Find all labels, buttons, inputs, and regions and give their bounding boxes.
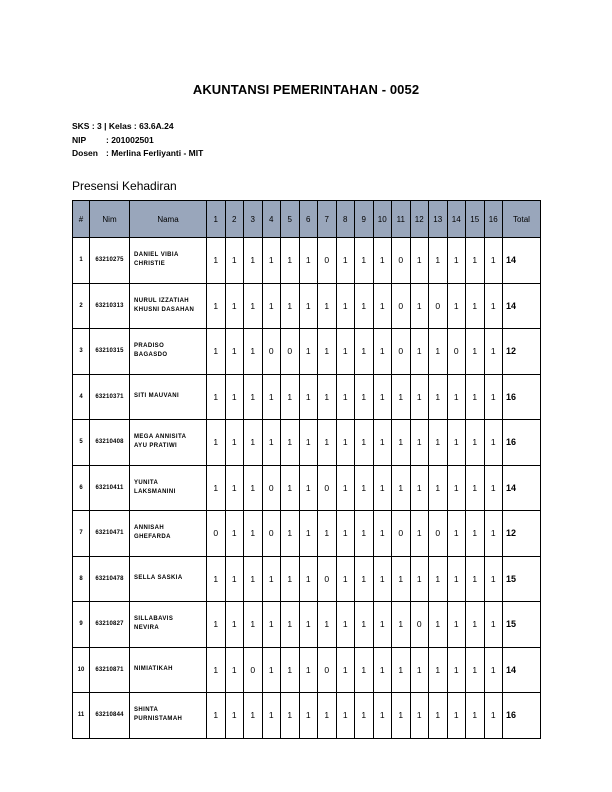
attendance-cell: 1: [336, 556, 355, 602]
nama-line: SILLABAVIS: [134, 616, 174, 623]
nama-cell: [130, 602, 207, 648]
attendance-cell: 1: [373, 647, 392, 693]
attendance-cell: 1: [355, 465, 374, 511]
nama-line: KHUSNI DASAHAN: [134, 306, 195, 313]
attendance-cell: 1: [336, 693, 355, 739]
nama-cell: [130, 420, 207, 466]
attendance-cell: 1: [447, 556, 466, 602]
nim-cell: 63210844: [90, 693, 130, 739]
total-cell: 14: [503, 647, 541, 693]
attendance-cell: 1: [466, 283, 485, 329]
total-cell: 16: [503, 693, 541, 739]
attendance-cell: 1: [429, 556, 448, 602]
attendance-cell: 1: [410, 374, 429, 420]
attendance-cell: 1: [318, 329, 337, 375]
attendance-cell: 1: [336, 238, 355, 284]
column-header: 16: [484, 201, 503, 238]
row-number-cell: 7: [73, 511, 90, 557]
attendance-cell: 1: [281, 511, 300, 557]
attendance-cell: 1: [429, 374, 448, 420]
attendance-cell: 0: [392, 329, 411, 375]
attendance-cell: 0: [392, 511, 411, 557]
attendance-cell: 1: [225, 511, 244, 557]
nama-cell: [130, 511, 207, 557]
table-row: [73, 283, 541, 329]
attendance-cell: 1: [244, 283, 263, 329]
attendance-cell: 0: [318, 238, 337, 284]
nim-cell: 63210275: [90, 238, 130, 284]
attendance-cell: 0: [318, 647, 337, 693]
attendance-cell: 1: [225, 283, 244, 329]
attendance-cell: 1: [281, 374, 300, 420]
nip-line: [72, 134, 203, 148]
attendance-cell: 1: [244, 693, 263, 739]
nama-cell: [130, 374, 207, 420]
nama-line: DANIEL VIBIA: [134, 252, 179, 259]
attendance-cell: 1: [447, 647, 466, 693]
nama-line: GHEFARDA: [134, 534, 171, 541]
attendance-cell: 1: [207, 556, 226, 602]
attendance-cell: 1: [466, 693, 485, 739]
attendance-table: [72, 200, 541, 739]
attendance-cell: 1: [447, 420, 466, 466]
attendance-cell: 1: [373, 283, 392, 329]
attendance-cell: 1: [299, 647, 318, 693]
attendance-cell: 1: [429, 238, 448, 284]
row-number-cell: 4: [73, 374, 90, 420]
table-row: [73, 647, 541, 693]
total-cell: 12: [503, 329, 541, 375]
sks-line: SKS : 3 | Kelas : 63.6A.24: [72, 121, 174, 131]
row-number-cell: 3: [73, 329, 90, 375]
table-row: [73, 329, 541, 375]
column-header: 13: [429, 201, 448, 238]
table-row: [73, 374, 541, 420]
attendance-cell: 1: [373, 556, 392, 602]
nama-line: LAKSMANINI: [134, 488, 176, 495]
nip-label: NIP: [72, 134, 87, 145]
attendance-cell: 1: [281, 647, 300, 693]
attendance-cell: 1: [355, 556, 374, 602]
total-cell: 14: [503, 465, 541, 511]
attendance-cell: 1: [410, 556, 429, 602]
column-header: 6: [299, 201, 318, 238]
row-number-cell: 2: [73, 283, 90, 329]
attendance-cell: 1: [262, 374, 281, 420]
attendance-cell: 1: [336, 374, 355, 420]
attendance-cell: 0: [262, 511, 281, 557]
attendance-cell: 1: [318, 283, 337, 329]
attendance-cell: 1: [484, 602, 503, 648]
attendance-cell: 1: [225, 556, 244, 602]
attendance-cell: 1: [336, 283, 355, 329]
attendance-cell: 1: [207, 420, 226, 466]
attendance-cell: 1: [225, 602, 244, 648]
attendance-cell: 1: [244, 329, 263, 375]
table-row: [73, 238, 541, 284]
attendance-cell: 1: [355, 602, 374, 648]
attendance-cell: 1: [447, 511, 466, 557]
attendance-cell: 1: [225, 420, 244, 466]
attendance-cell: 0: [410, 602, 429, 648]
row-number-cell: 9: [73, 602, 90, 648]
attendance-cell: 1: [410, 329, 429, 375]
attendance-cell: 0: [207, 511, 226, 557]
attendance-cell: 1: [466, 374, 485, 420]
attendance-cell: 0: [262, 465, 281, 511]
attendance-cell: 1: [336, 329, 355, 375]
attendance-cell: 1: [225, 693, 244, 739]
attendance-cell: 1: [318, 602, 337, 648]
attendance-cell: 1: [207, 693, 226, 739]
table-row: [73, 465, 541, 511]
attendance-cell: 1: [373, 238, 392, 284]
nama-line: AYU PRATIWI: [134, 443, 178, 450]
attendance-cell: 1: [429, 465, 448, 511]
attendance-cell: 1: [225, 647, 244, 693]
dosen-line: [72, 147, 203, 161]
column-header: 10: [373, 201, 392, 238]
attendance-cell: 1: [373, 602, 392, 648]
attendance-cell: 1: [207, 329, 226, 375]
attendance-cell: 1: [355, 647, 374, 693]
attendance-cell: 1: [410, 647, 429, 693]
row-number-cell: 8: [73, 556, 90, 602]
table-row: [73, 420, 541, 466]
nama-line: PURNISTAMAH: [134, 716, 183, 723]
attendance-cell: 1: [355, 329, 374, 375]
nama-cell: [130, 465, 207, 511]
attendance-cell: 1: [299, 602, 318, 648]
attendance-cell: 1: [225, 329, 244, 375]
attendance-cell: 1: [484, 647, 503, 693]
attendance-cell: 1: [244, 556, 263, 602]
total-cell: 14: [503, 283, 541, 329]
row-number-cell: 5: [73, 420, 90, 466]
attendance-cell: 1: [244, 511, 263, 557]
attendance-cell: 1: [447, 693, 466, 739]
column-header: 15: [466, 201, 485, 238]
attendance-cell: 1: [392, 647, 411, 693]
total-cell: 15: [503, 602, 541, 648]
attendance-cell: 1: [429, 647, 448, 693]
attendance-cell: 0: [244, 647, 263, 693]
attendance-cell: 1: [484, 465, 503, 511]
nip-value: : 201002501: [106, 134, 154, 145]
attendance-cell: 1: [392, 556, 411, 602]
attendance-cell: 1: [429, 693, 448, 739]
attendance-cell: 1: [466, 511, 485, 557]
attendance-cell: 1: [262, 693, 281, 739]
attendance-cell: 1: [392, 374, 411, 420]
attendance-cell: 0: [262, 329, 281, 375]
attendance-cell: 1: [336, 647, 355, 693]
attendance-cell: 1: [299, 420, 318, 466]
attendance-cell: 1: [244, 238, 263, 284]
attendance-cell: 1: [355, 283, 374, 329]
attendance-cell: 1: [262, 238, 281, 284]
attendance-cell: 1: [281, 238, 300, 284]
attendance-cell: 1: [299, 693, 318, 739]
row-number-cell: 10: [73, 647, 90, 693]
attendance-cell: 1: [318, 420, 337, 466]
attendance-cell: 1: [466, 238, 485, 284]
attendance-cell: 1: [392, 420, 411, 466]
nama-cell: [130, 693, 207, 739]
nama-line: NURUL IZZATIAH: [134, 297, 190, 304]
attendance-cell: 0: [318, 556, 337, 602]
attendance-cell: 1: [447, 283, 466, 329]
column-header: 8: [336, 201, 355, 238]
total-cell: 16: [503, 420, 541, 466]
attendance-cell: 1: [392, 693, 411, 739]
attendance-cell: 1: [207, 374, 226, 420]
attendance-cell: 1: [299, 283, 318, 329]
table-body: [73, 238, 541, 739]
attendance-cell: 0: [318, 465, 337, 511]
attendance-cell: 1: [466, 329, 485, 375]
attendance-cell: 1: [336, 602, 355, 648]
total-cell: 16: [503, 374, 541, 420]
total-cell: 15: [503, 556, 541, 602]
attendance-cell: 1: [484, 283, 503, 329]
nim-cell: 63210871: [90, 647, 130, 693]
nim-cell: 63210827: [90, 602, 130, 648]
attendance-cell: 1: [262, 647, 281, 693]
table-row: [73, 693, 541, 739]
nama-cell: [130, 283, 207, 329]
attendance-cell: 1: [410, 283, 429, 329]
attendance-cell: 1: [447, 374, 466, 420]
attendance-cell: 1: [299, 465, 318, 511]
attendance-cell: 1: [392, 602, 411, 648]
nama-cell: [130, 238, 207, 284]
table-row: [73, 602, 541, 648]
nim-cell: 63210371: [90, 374, 130, 420]
attendance-cell: 0: [429, 511, 448, 557]
attendance-cell: 1: [281, 420, 300, 466]
nim-cell: 63210315: [90, 329, 130, 375]
nama-line: CHRISTIE: [134, 261, 166, 268]
column-header: 11: [392, 201, 411, 238]
attendance-cell: 1: [262, 283, 281, 329]
row-number-cell: 1: [73, 238, 90, 284]
attendance-cell: 1: [262, 556, 281, 602]
attendance-cell: 1: [355, 511, 374, 557]
column-header: Nim: [90, 201, 130, 238]
column-header: 12: [410, 201, 429, 238]
attendance-cell: 1: [207, 465, 226, 511]
nama-cell: [130, 556, 207, 602]
attendance-cell: 1: [410, 238, 429, 284]
attendance-cell: 1: [281, 693, 300, 739]
attendance-cell: 0: [281, 329, 300, 375]
attendance-cell: 1: [410, 465, 429, 511]
attendance-cell: 1: [484, 329, 503, 375]
attendance-cell: 1: [355, 420, 374, 466]
nim-cell: 63210313: [90, 283, 130, 329]
attendance-cell: 1: [207, 238, 226, 284]
attendance-cell: 0: [447, 329, 466, 375]
column-header: 7: [318, 201, 337, 238]
course-meta: [72, 120, 203, 161]
nama-line: SHINTA: [134, 707, 159, 714]
attendance-cell: 1: [281, 556, 300, 602]
attendance-cell: 1: [299, 238, 318, 284]
attendance-cell: 1: [466, 465, 485, 511]
attendance-cell: 1: [373, 420, 392, 466]
nama-line: NIMIATIKAH: [134, 666, 173, 673]
nim-cell: 63210478: [90, 556, 130, 602]
attendance-cell: 1: [447, 602, 466, 648]
column-header: 4: [262, 201, 281, 238]
attendance-cell: 0: [392, 283, 411, 329]
attendance-cell: 1: [336, 420, 355, 466]
attendance-cell: 1: [244, 374, 263, 420]
attendance-cell: 1: [336, 465, 355, 511]
nama-line: YUNITA: [134, 479, 159, 486]
nama-cell: [130, 329, 207, 375]
attendance-cell: 1: [373, 693, 392, 739]
column-header: Nama: [130, 201, 207, 238]
attendance-cell: 1: [447, 238, 466, 284]
attendance-cell: 1: [299, 329, 318, 375]
attendance-cell: 1: [429, 329, 448, 375]
attendance-cell: 1: [410, 420, 429, 466]
row-number-cell: 11: [73, 693, 90, 739]
attendance-cell: 1: [262, 602, 281, 648]
attendance-cell: 1: [484, 693, 503, 739]
nama-line: ANNISAH: [134, 525, 165, 532]
attendance-cell: 1: [262, 420, 281, 466]
row-number-cell: 6: [73, 465, 90, 511]
column-header: 2: [225, 201, 244, 238]
attendance-cell: 1: [429, 420, 448, 466]
dosen-value: : Merlina Ferliyanti - MIT: [106, 148, 204, 158]
attendance-cell: 1: [410, 693, 429, 739]
attendance-cell: 1: [373, 374, 392, 420]
attendance-cell: 1: [373, 511, 392, 557]
column-header: 9: [355, 201, 374, 238]
attendance-cell: 1: [281, 283, 300, 329]
attendance-cell: 1: [355, 374, 374, 420]
column-header: #: [73, 201, 90, 238]
attendance-cell: 1: [466, 647, 485, 693]
attendance-cell: 1: [373, 465, 392, 511]
attendance-cell: 1: [225, 374, 244, 420]
table-header-row: [73, 201, 541, 238]
attendance-cell: 1: [484, 511, 503, 557]
attendance-cell: 1: [299, 511, 318, 557]
attendance-cell: 1: [299, 556, 318, 602]
nim-cell: 63210471: [90, 511, 130, 557]
section-title: Presensi Kehadiran: [72, 179, 177, 193]
attendance-cell: 1: [466, 420, 485, 466]
attendance-cell: 1: [281, 602, 300, 648]
nim-cell: 63210411: [90, 465, 130, 511]
attendance-cell: 0: [392, 238, 411, 284]
attendance-cell: 1: [429, 602, 448, 648]
column-header: Total: [503, 201, 541, 238]
document-title: AKUNTANSI PEMERINTAHAN - 0052: [192, 82, 420, 97]
table-row: [73, 556, 541, 602]
attendance-cell: 1: [484, 238, 503, 284]
attendance-cell: 1: [281, 465, 300, 511]
nama-line: BAGASDO: [134, 352, 168, 359]
nama-line: PRADISO: [134, 343, 165, 350]
attendance-cell: 1: [318, 374, 337, 420]
attendance-cell: 1: [466, 602, 485, 648]
total-cell: 14: [503, 238, 541, 284]
attendance-cell: 1: [225, 465, 244, 511]
attendance-cell: 1: [484, 374, 503, 420]
attendance-cell: 1: [484, 420, 503, 466]
dosen-label: Dosen: [72, 148, 98, 158]
attendance-cell: 0: [429, 283, 448, 329]
attendance-cell: 1: [373, 329, 392, 375]
attendance-cell: 1: [355, 238, 374, 284]
attendance-cell: 1: [484, 556, 503, 602]
attendance-cell: 1: [447, 465, 466, 511]
attendance-cell: 1: [355, 693, 374, 739]
nim-cell: 63210408: [90, 420, 130, 466]
attendance-cell: 1: [392, 465, 411, 511]
attendance-cell: 1: [299, 374, 318, 420]
column-header: 14: [447, 201, 466, 238]
attendance-cell: 1: [244, 420, 263, 466]
column-header: 5: [281, 201, 300, 238]
nama-cell: [130, 647, 207, 693]
nama-line: MEGA ANNISITA: [134, 434, 187, 441]
attendance-cell: 1: [244, 465, 263, 511]
nama-line: SELLA SASKIA: [134, 575, 183, 582]
nama-line: NEVIRA: [134, 625, 160, 632]
attendance-cell: 1: [225, 238, 244, 284]
attendance-cell: 1: [244, 602, 263, 648]
attendance-cell: 1: [318, 693, 337, 739]
table-row: [73, 511, 541, 557]
attendance-cell: 1: [207, 283, 226, 329]
total-cell: 12: [503, 511, 541, 557]
nama-line: SITI MAUVANI: [134, 393, 180, 400]
attendance-cell: 1: [207, 602, 226, 648]
attendance-cell: 1: [336, 511, 355, 557]
attendance-cell: 1: [318, 511, 337, 557]
attendance-cell: 1: [410, 511, 429, 557]
column-header: 3: [244, 201, 263, 238]
attendance-cell: 1: [466, 556, 485, 602]
column-header: 1: [207, 201, 226, 238]
attendance-cell: 1: [207, 647, 226, 693]
